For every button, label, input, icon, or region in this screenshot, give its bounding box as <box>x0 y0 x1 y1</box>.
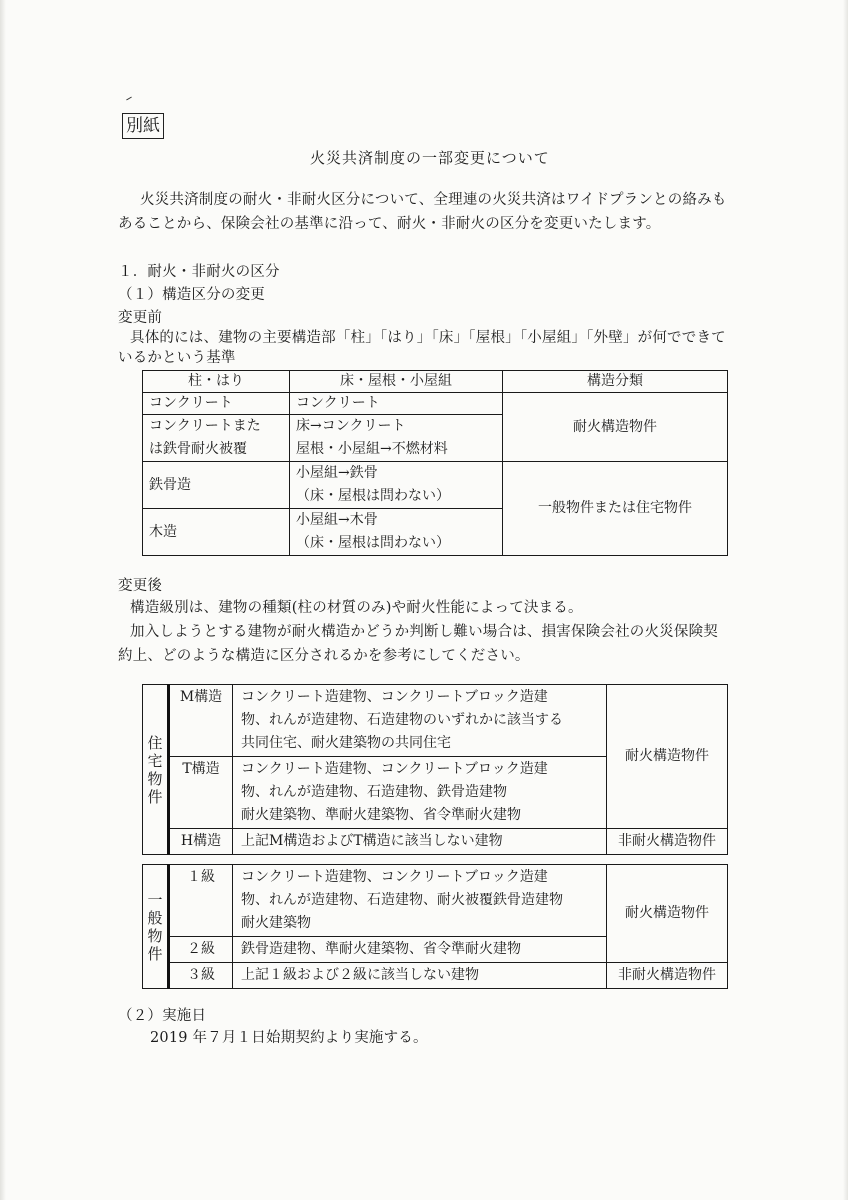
before-heading: 変更前 <box>118 310 163 326</box>
cell-line: は鉄骨耐火被覆 <box>149 441 247 457</box>
desc-line: 上記１級および２級に該当しない建物 <box>241 967 479 983</box>
intro-line-1: 火災共済制度の耐火・非耐火区分について、全理連の火災共済はワイドプランとの絡みも <box>140 192 727 208</box>
implementation-date: 2019 年７月１日始期契約より実施する。 <box>150 1030 428 1046</box>
header-classification: 構造分類 <box>503 371 728 393</box>
housing-category-label <box>143 685 169 855</box>
before-structure-table <box>142 370 728 556</box>
class-fire: 耐火構造物件 <box>607 685 728 829</box>
code-grade-3: ３級 <box>169 963 233 989</box>
after-desc-2: 加入しようとする建物が耐火構造かどうか判断し難い場合は、損害保険会社の火災保険契 <box>130 624 718 640</box>
before-desc-2: いるかという基準 <box>118 350 236 366</box>
code-h: H構造 <box>169 829 233 855</box>
cell-line: （床・屋根は問わない） <box>296 535 450 551</box>
header-column: 柱・はり <box>143 371 290 393</box>
category-char: 宅 <box>147 751 163 770</box>
class-nonfire: 非耐火構造物件 <box>607 829 728 855</box>
after-desc-1: 構造級別は、建物の種類(柱の材質のみ)や耐火性能によって決まる。 <box>130 600 583 616</box>
desc-line: 共同住宅、耐火建築物の共同住宅 <box>241 735 451 751</box>
cell-line: 屋根・小屋組→不燃材料 <box>296 441 448 457</box>
desc-line: コンクリート造建物、コンクリートブロック造建 <box>241 869 548 885</box>
attachment-stamp: 別紙 <box>122 113 164 139</box>
class-fire: 耐火構造物件 <box>607 865 728 963</box>
code-grade-2: ２級 <box>169 937 233 963</box>
cell-column <box>143 415 290 462</box>
category-char: 一 <box>147 890 163 909</box>
table-row <box>143 865 728 937</box>
table-row <box>143 829 728 855</box>
intro-line-2: あることから、保険会社の基準に沿って、耐火・非耐火の区分を変更いたします。 <box>118 216 661 232</box>
page-title: 火災共済制度の一部変更について <box>310 149 550 167</box>
desc-line: 上記M構造およびT構造に該当しない建物 <box>241 833 503 849</box>
code-m: M構造 <box>169 685 233 757</box>
scan-shadow-left <box>0 0 6 1200</box>
general-structure-table <box>142 864 728 989</box>
section-heading-1: １．耐火・非耐火の区分 <box>118 264 280 280</box>
desc-line: 耐火建築物 <box>241 915 311 931</box>
desc-grade-2 <box>233 937 607 963</box>
cell-line: 小屋組→鉄骨 <box>296 465 378 481</box>
cell-column: コンクリート <box>143 393 290 415</box>
category-char: 般 <box>147 908 163 927</box>
desc-m <box>233 685 607 757</box>
cell-floor-roof: コンクリート <box>290 393 503 415</box>
desc-grade-3 <box>233 963 607 989</box>
code-grade-1: １級 <box>169 865 233 937</box>
category-char: 件 <box>147 944 163 963</box>
desc-line: 鉄骨造建物、準耐火建築物、省令準耐火建物 <box>241 941 521 957</box>
scan-shadow-right <box>843 0 848 1200</box>
desc-line: 耐火建築物、準耐火建築物、省令準耐火建物 <box>241 807 521 823</box>
desc-h <box>233 829 607 855</box>
cell-column: 鉄骨造 <box>143 462 290 509</box>
category-char: 物 <box>147 769 163 788</box>
cell-floor-roof <box>290 462 503 509</box>
cell-class-fire: 耐火構造物件 <box>503 393 728 462</box>
category-char: 物 <box>147 926 163 945</box>
table-header-row <box>143 371 728 393</box>
after-heading: 変更後 <box>118 578 163 594</box>
cell-line: （床・屋根は問わない） <box>296 488 450 504</box>
category-char: 住 <box>147 733 163 752</box>
after-desc-3: 約上、どのような構造に区分されるかを参考にしてください。 <box>118 648 530 664</box>
section-heading-1-1: （１）構造区分の変更 <box>118 287 265 303</box>
cell-floor-roof <box>290 509 503 556</box>
desc-line: 物、れんが造建物、石造建物、耐火被覆鉄骨造建物 <box>241 892 563 908</box>
desc-t <box>233 757 607 829</box>
cell-line: 床→コンクリート <box>296 418 406 434</box>
header-floor-roof: 床・屋根・小屋組 <box>290 371 503 393</box>
cell-class-general: 一般物件または住宅物件 <box>503 462 728 556</box>
cell-column: 木造 <box>143 509 290 556</box>
desc-grade-1 <box>233 865 607 937</box>
code-t: T構造 <box>169 757 233 829</box>
cell-line: コンクリートまた <box>149 418 261 434</box>
housing-structure-table <box>142 684 728 855</box>
desc-line: 物、れんが造建物、石造建物、鉄骨造建物 <box>241 784 507 800</box>
table-row <box>143 963 728 989</box>
cell-floor-roof <box>290 415 503 462</box>
section-heading-1-2: （２）実施日 <box>118 1008 207 1024</box>
desc-line: 物、れんが造建物、石造建物のいずれかに該当する <box>241 712 563 728</box>
table-row <box>143 685 728 757</box>
pen-mark <box>126 97 132 101</box>
before-desc-1: 具体的には、建物の主要構造部「柱」「はり」「床」「屋根」「小屋組」「外壁」が何でできて <box>130 330 726 346</box>
table-row <box>143 393 728 415</box>
class-nonfire: 非耐火構造物件 <box>607 963 728 989</box>
category-char: 件 <box>147 787 163 806</box>
desc-line: コンクリート造建物、コンクリートブロック造建 <box>241 761 548 777</box>
cell-line: 小屋組→木骨 <box>296 512 378 528</box>
table-row <box>143 462 728 509</box>
general-category-label <box>143 865 169 989</box>
desc-line: コンクリート造建物、コンクリートブロック造建 <box>241 689 548 705</box>
